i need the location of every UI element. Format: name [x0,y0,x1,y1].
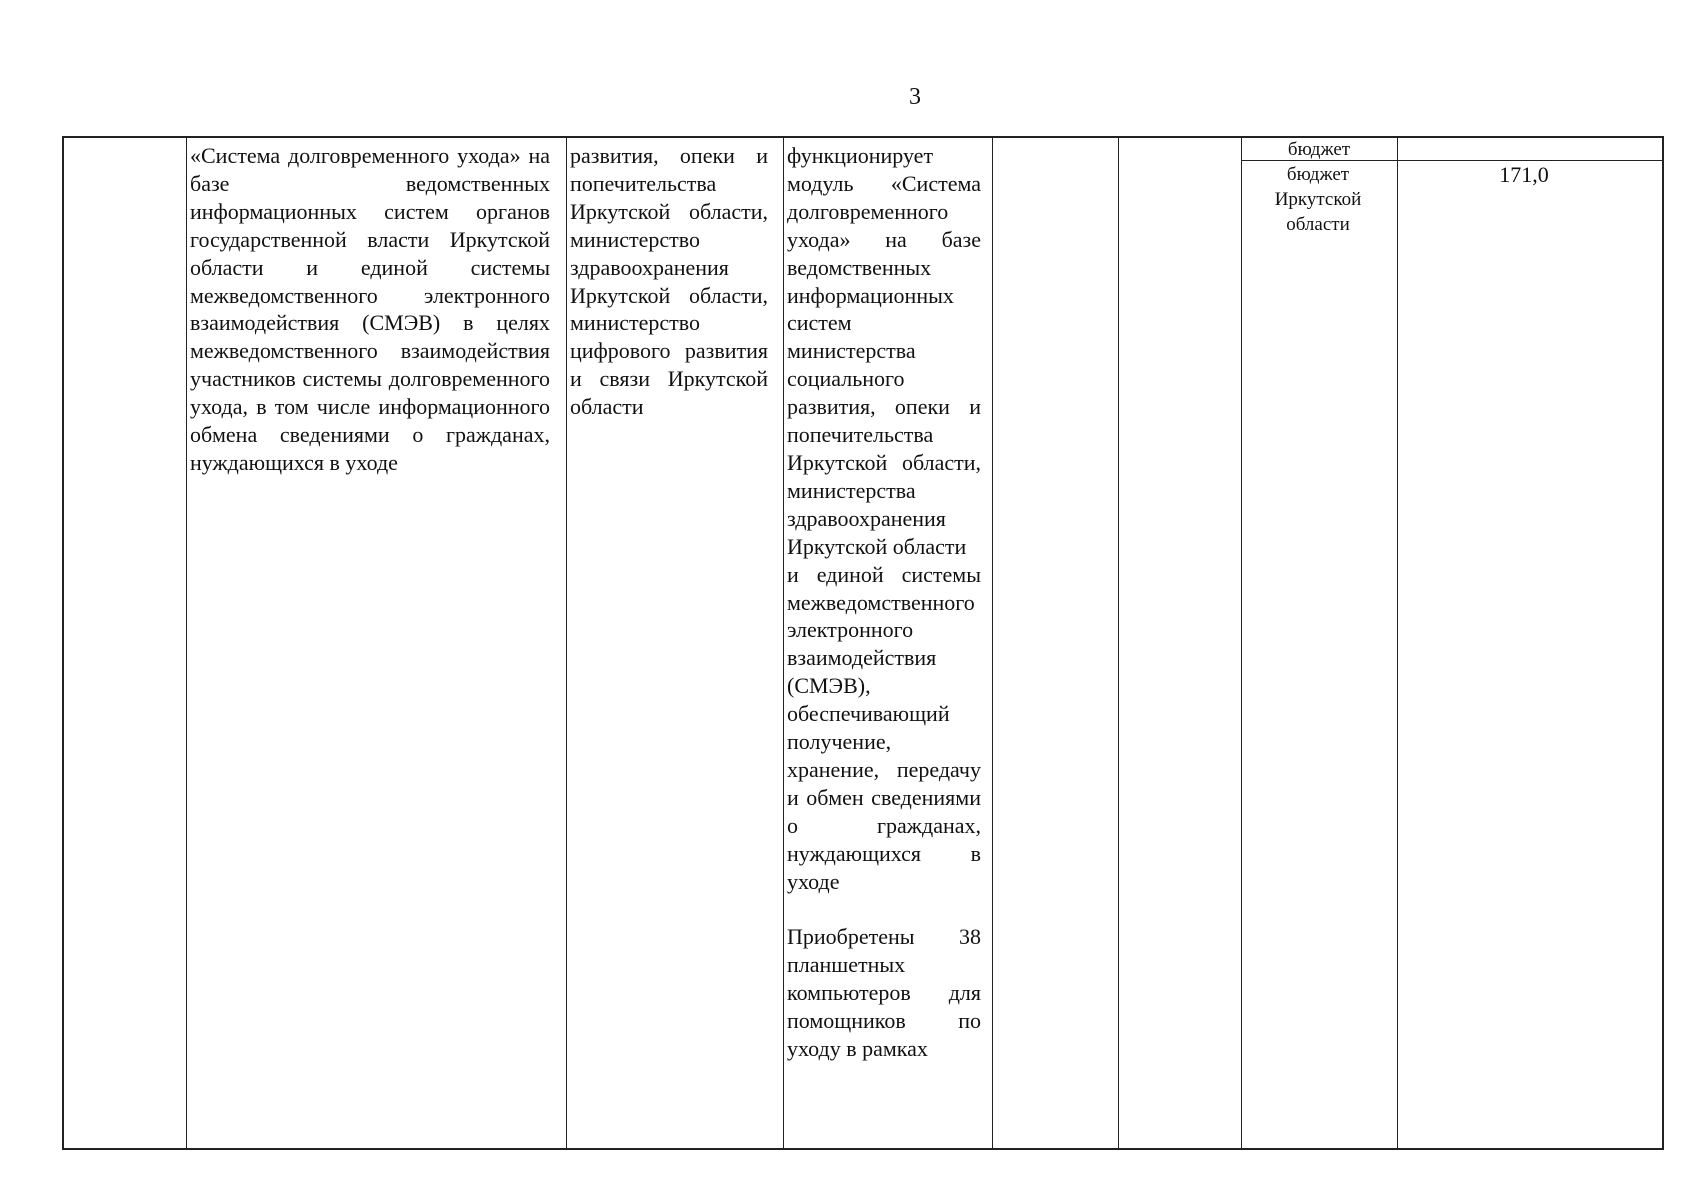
column-divider [566,138,567,1148]
column-divider [186,138,187,1148]
cell-measure-description [190,142,550,477]
cell-responsible-executors [570,142,768,421]
result-text-3: Приобретены 38 планшетных компьютеров для помощников по уходу в рамках [787,924,981,1062]
column-divider [783,138,784,1148]
responsible-executors-text: развития, опеки и попечительства Иркутской области, министерство здравоохранения Иркутской области, министерство цифрового развития и связи Иркутской области [570,143,768,420]
column-divider [1397,138,1398,1148]
result-text-2: и единой системы межведомственного электронного взаимодействия (СМЭВ), обеспечивающий получение, хранение, передачу и обмен сведениями о гражданах, нуждающихся в уходе [787,561,981,894]
document-table [62,136,1664,1150]
column-divider [1118,138,1119,1148]
row-divider [1241,160,1664,161]
cell-result [787,142,981,1063]
column-divider [992,138,993,1148]
result-text-1: функционирует модуль «Система долговременного ухода» на базе ведомственных информационных систем министерства социального развития, опеки и попечительства Иркутской области, министерства здравоохранения Иркутской области [787,143,981,559]
funding-source-regional-budget: бюджет Иркутской области [1274,164,1362,235]
blank-line [787,895,981,923]
funding-source-budget: бюджет [1287,139,1351,160]
funding-amount: 171,0 [1499,162,1549,187]
measure-description-text: «Система долговременного ухода» на базе ведомственных информационных систем органов государственной власти Иркутской области и единой системы межведомственного электронного взаимодействия (СМЭВ) в целях межведомственного взаимодействия участников системы долговременного ухода, в том числе информационного обмена сведениями о гражданах, нуждающихся в уходе [190,143,550,475]
page-number: 3 [909,84,921,110]
column-divider [1241,138,1242,1148]
